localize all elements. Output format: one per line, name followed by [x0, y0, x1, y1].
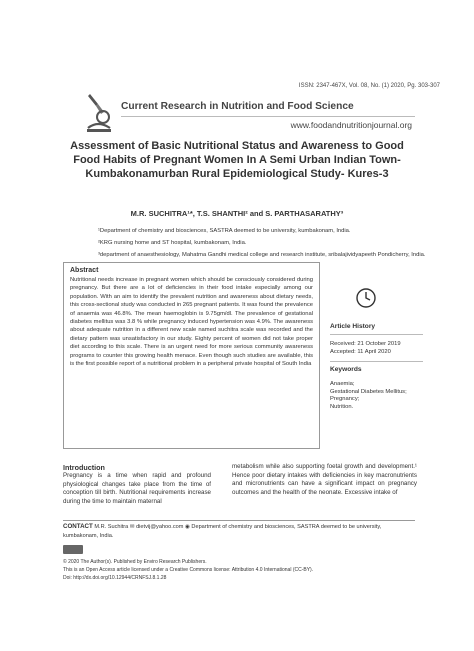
journal-logo-icon: [84, 90, 114, 134]
clock-icon: [355, 287, 377, 309]
introduction-heading: Introduction: [63, 463, 105, 472]
contact-name: M.R. Suchitra: [94, 524, 129, 530]
journal-url[interactable]: www.foodandnutritionjournal.org: [290, 120, 412, 130]
abstract-heading: Abstract: [70, 267, 99, 274]
intro-column-left: Pregnancy is a time when rapid and profound physiological changes take place from the time of conception till birth. Nutritional requirements increase during the time to maintain maternal: [63, 472, 211, 505]
contact-label: CONTACT: [63, 523, 93, 530]
publisher-info: [63, 558, 423, 582]
contact-address: Department of chemistry and biosciences, SASTRA deemed to be university, kumbakonam, India.: [63, 524, 382, 539]
accepted-date: Accepted: 11 April 2020: [330, 349, 391, 355]
header-divider: [121, 116, 415, 117]
contact-divider: [63, 520, 415, 521]
article-title: Assessment of Basic Nutritional Status and Awareness to Good Food Habits of Pregnant Women In A Semi Urban Indian Town- Kumbakonamurban Rural Epidemiological Study- Kures-3: [70, 140, 404, 180]
article-history-heading: Article History: [330, 323, 376, 330]
received-date: Received: 21 October 2019: [330, 341, 401, 347]
affiliations: [98, 227, 428, 263]
affiliation-3: ³department of anaesthesiology, Mahatma Gandhi medical college and research institute, sribalajividyapeeth Pondicherry, India.: [98, 252, 426, 258]
affiliation-2: ²KRG nursing home and ST hospital, kumbakonam, India.: [98, 240, 247, 246]
issn-line: ISSN: 2347-467X, Vol. 08, No. (1) 2020, Pg. 303-307: [298, 83, 440, 89]
doi-link[interactable]: Doi: http://dx.doi.org/10.12944/CRNFSJ.8.1.28: [63, 575, 167, 581]
keyword: Pregnancy;: [330, 396, 360, 402]
abstract-text: Nutritional needs increase in pregnant women which should be consciously considered during pregnancy. But there are a lot of deficiencies in their food intake especially among our population. With an aim to identify the prevalent nutrition and awareness about dietary needs, this cross-sectional study was conducted in 265 pregnant patients. It was found the prevalence of anaemia was 46.8%. The mean haemoglobin is 9.75gm/dl. The prevalence of gestational diabetes mellitus was 3.8 % while pregnancy induced hypertension was 4.9%. The awareness about adequate nutrition in a different new scale named suchitra scale was recorded and the dietary pattern was unsatisfactory in our study. Eighty percent of women did not take proper diet according to this scale. There is an urgent need for more serious community awareness programs to counter this growing health menace. Even though such studies are available, this is the first possible report of a nutritional problem in a peripheral private hospital of South India: [70, 277, 313, 368]
keywords-heading: Keywords: [330, 366, 362, 373]
keyword: Gestational Diabetes Mellitus;: [330, 388, 407, 395]
email-icon: ✉: [129, 524, 135, 530]
location-icon: ◉: [184, 524, 190, 530]
abstract-box: [63, 262, 320, 449]
keyword: Nutrition.: [330, 403, 354, 410]
affiliation-1: ¹Department of chemistry and biosciences, SASTRA deemed to be university, kumbakonam, India.: [98, 228, 351, 234]
contact-email[interactable]: dietvij@yahoo.com: [136, 524, 184, 530]
keywords-list: [330, 381, 410, 411]
keyword: Anaemia;: [330, 381, 355, 387]
sidebar-divider: [330, 361, 423, 362]
journal-title: Current Research in Nutrition and Food Science: [121, 101, 354, 112]
contact-block: [63, 522, 415, 541]
intro-column-right: metabolism while also supporting foetal growth and development.¹ Hence poor dietary intakes with deficiencies in key macronutrients and micronutrients can have a significant impact on pregnancy outcomes and the health of the neonate. Excessive intake of: [232, 463, 417, 496]
license-line: This is an Open Access article licensed under a Creative Commons license: Attribution 4.0 International (CC-BY).: [63, 567, 314, 573]
author-list: M.R. SUCHITRA¹*, T.S. SHANTHI² and S. PARTHASARATHY³: [130, 209, 344, 218]
sidebar-divider: [330, 334, 423, 335]
copyright-line: © 2020 The Author(s). Published by Enviro Research Publishers.: [63, 559, 207, 565]
cc-license-icon: [63, 545, 83, 554]
